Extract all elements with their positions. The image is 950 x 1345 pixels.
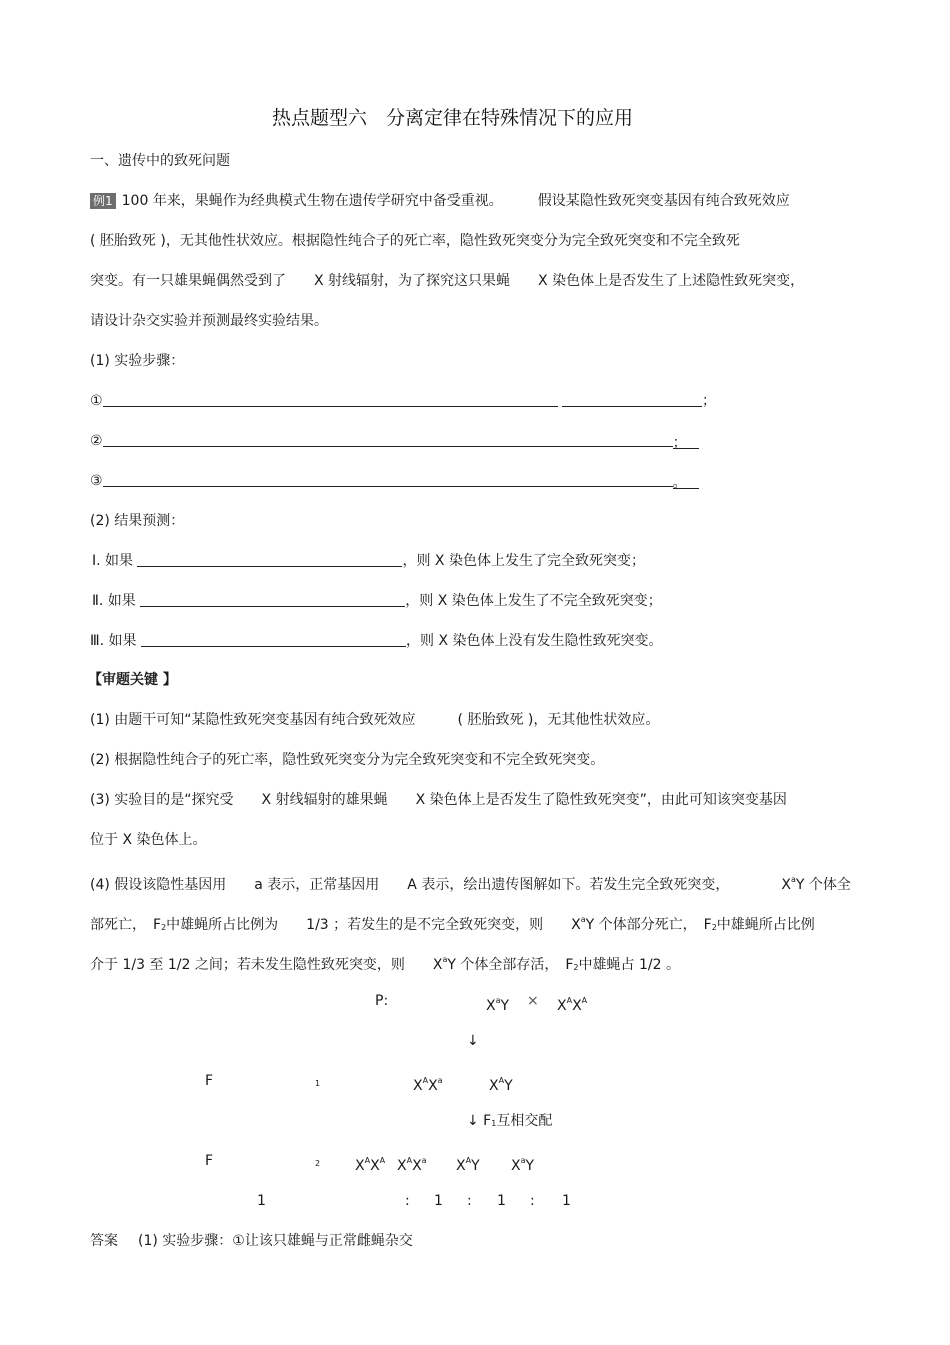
cross-times: ×: [527, 993, 539, 1009]
review-p2: (2) 根据隐性纯合子的死亡率，隐性致死突变分为完全致死突变和不完全致死突变。: [90, 752, 605, 768]
answer-text: (1) 实验步骤：①让该只雄蝇与正常雌蝇杂交: [138, 1233, 413, 1249]
ratio-2: 1: [434, 1193, 443, 1209]
allele-sup: A: [364, 1156, 371, 1165]
answer-line: [90, 1232, 413, 1250]
review-p4b: [90, 911, 815, 937]
result-1: [92, 552, 645, 570]
review-text: Y 个体部分死亡， F: [585, 917, 712, 933]
example-line-2: ( 胚胎致死 )，无其他性状效应。根据隐性纯合子的死亡率，隐性致死突变分为完全致死突变和不完全致死: [90, 233, 740, 249]
allele-y: Y: [504, 1078, 513, 1094]
step-1: [90, 392, 716, 410]
cross-f2-g2: [397, 1152, 427, 1175]
cross-f2-g4: [511, 1152, 534, 1175]
allele-x: X: [557, 998, 567, 1014]
review-text: Y 个体全部存活， F: [447, 957, 574, 973]
review-text: 中雄蝇所占比例为 1/3 ；若发生的是不完全致死突变，则 X: [166, 917, 581, 933]
cross-arrow-down: ↓: [467, 1033, 479, 1049]
review-p4a: [90, 871, 851, 894]
ratio-4: 1: [562, 1193, 571, 1209]
ratio-sep: :: [530, 1193, 535, 1209]
answer-blank[interactable]: [562, 392, 702, 407]
ratio-sep: :: [467, 1193, 472, 1209]
allele-sup: a: [790, 875, 796, 884]
allele-sup: A: [465, 1156, 472, 1165]
step-end: ；: [702, 393, 717, 409]
allele-x: X: [489, 1078, 499, 1094]
review-p1: (1) 由题干可知“某隐性致死突变基因有纯合致死效应 ( 胚胎致死 )，无其他性状效应。: [90, 712, 660, 728]
result-suffix: ，则 X 染色体上发生了不完全致死突变；: [405, 593, 662, 609]
cross-f2-sub: 2: [315, 1159, 321, 1168]
result-prefix: Ⅲ. 如果: [90, 633, 137, 649]
allele-sup: a: [421, 1156, 427, 1165]
allele-x: X: [355, 1158, 365, 1174]
step-end: ；: [673, 434, 699, 449]
cross-f2-g3: [456, 1152, 480, 1175]
allele-x: X: [370, 1158, 380, 1174]
answer-blank[interactable]: [137, 552, 402, 567]
example-line-1: [90, 192, 790, 210]
review-text: 中雄蝇所占比例: [716, 917, 815, 933]
allele-sup: A: [498, 1076, 505, 1085]
review-text: 介于 1/3 至 1/2 之间；若未发生隐性致死突变，则 X: [90, 957, 443, 973]
step-2: [90, 432, 699, 450]
review-heading: 【审题关键 】: [88, 672, 177, 688]
ratio-1: 1: [257, 1193, 266, 1209]
allele-sup: a: [442, 955, 448, 964]
allele-sup: a: [580, 915, 586, 924]
example-line-3: 突变。有一只雄果蝇偶然受到了 X 射线辐射，为了探究这只果蝇 X 染色体上是否发生了上述隐性致死突变，: [90, 273, 805, 289]
cross-f1-sub: 1: [315, 1079, 321, 1088]
example-text: 100 年来，果蝇作为经典模式生物在遗传学研究中备受重视。 假设某隐性致死突变基因有纯合致死效应: [121, 193, 790, 209]
allele-sup: A: [379, 1156, 386, 1165]
allele-y: Y: [500, 998, 510, 1014]
allele-x: X: [428, 1078, 438, 1094]
allele-sup: A: [422, 1076, 429, 1085]
answer-blank[interactable]: [141, 632, 406, 647]
cross-f1-label: F: [205, 1073, 214, 1089]
review-text: Y 个体全: [795, 877, 851, 893]
cross-p-male: [486, 992, 509, 1015]
allele-sup: a: [437, 1076, 443, 1085]
step-mark: ②: [90, 433, 103, 449]
allele-x: X: [781, 877, 791, 893]
cross-p-female: [557, 992, 587, 1015]
result-suffix: ，则 X 染色体上没有发生隐性致死突变。: [406, 633, 663, 649]
allele-x: X: [397, 1158, 407, 1174]
allele-sup: A: [566, 996, 573, 1005]
example-tag: 例1: [90, 193, 116, 209]
cross-f2-label: F: [205, 1153, 214, 1169]
review-p3b: 位于 X 染色体上。: [90, 832, 207, 848]
allele-sup: a: [495, 996, 501, 1005]
allele-y: Y: [525, 1158, 535, 1174]
answer-blank[interactable]: [103, 392, 558, 407]
sub-2: 2: [573, 963, 579, 972]
allele-x: X: [511, 1158, 521, 1174]
result-2: [92, 592, 662, 610]
allele-x: X: [456, 1158, 466, 1174]
allele-x: X: [572, 998, 582, 1014]
answer-blank[interactable]: [103, 432, 673, 447]
ratio-sep: :: [405, 1193, 410, 1209]
allele-x: X: [486, 998, 496, 1014]
allele-x: X: [413, 1078, 423, 1094]
note-arrow: ↓ F: [467, 1113, 492, 1129]
step-mark: ①: [90, 393, 103, 409]
note-sub: 1: [491, 1119, 497, 1128]
result-prefix: Ⅰ. 如果: [92, 553, 134, 569]
answer-blank[interactable]: [140, 592, 405, 607]
step-end: 。: [673, 474, 699, 489]
result-prefix: Ⅱ. 如果: [92, 593, 136, 609]
cross-f1-male: [489, 1072, 513, 1095]
sub-2: 2: [161, 923, 167, 932]
ratio-3: 1: [497, 1193, 506, 1209]
review-text: (4) 假设该隐性基因用 a 表示，正常基因用 A 表示，绘出遗传图解如下。若发生完全致死突变，: [90, 877, 730, 893]
cross-f2-g1: [355, 1152, 385, 1175]
section-heading: 一、遗传中的致死问题: [90, 153, 230, 169]
result-3: [90, 632, 663, 650]
allele-y: Y: [471, 1158, 480, 1174]
allele-sup: a: [520, 1156, 526, 1165]
review-p4c: [90, 951, 680, 977]
results-label: (2) 结果预测：: [90, 513, 185, 529]
review-p3a: (3) 实验目的是“探究受 X 射线辐射的雄果蝇 X 染色体上是否发生了隐性致死突变”，由此可知该突变基因: [90, 792, 787, 808]
page-title: 热点题型六 分离定律在特殊情况下的应用: [272, 107, 634, 129]
result-suffix: ，则 X 染色体上发生了完全致死突变；: [402, 553, 645, 569]
review-text: 中雄蝇占 1/2 。: [578, 957, 680, 973]
answer-label: 答案: [90, 1233, 118, 1249]
allele-sup: A: [581, 996, 588, 1005]
allele-sup: A: [406, 1156, 413, 1165]
steps-label: (1) 实验步骤：: [90, 353, 185, 369]
step-3: [90, 472, 699, 490]
cross-p-label: P:: [375, 993, 389, 1009]
cross-f1-female: [413, 1072, 443, 1095]
allele-x: X: [412, 1158, 422, 1174]
example-line-4: 请设计杂交实验并预测最终实验结果。: [90, 313, 328, 329]
answer-blank[interactable]: [103, 472, 673, 487]
note-text: 互相交配: [496, 1113, 553, 1129]
step-mark: ③: [90, 473, 103, 489]
review-text: 部死亡， F: [90, 917, 162, 933]
cross-f1-note: [467, 1112, 552, 1133]
sub-2: 2: [711, 923, 717, 932]
